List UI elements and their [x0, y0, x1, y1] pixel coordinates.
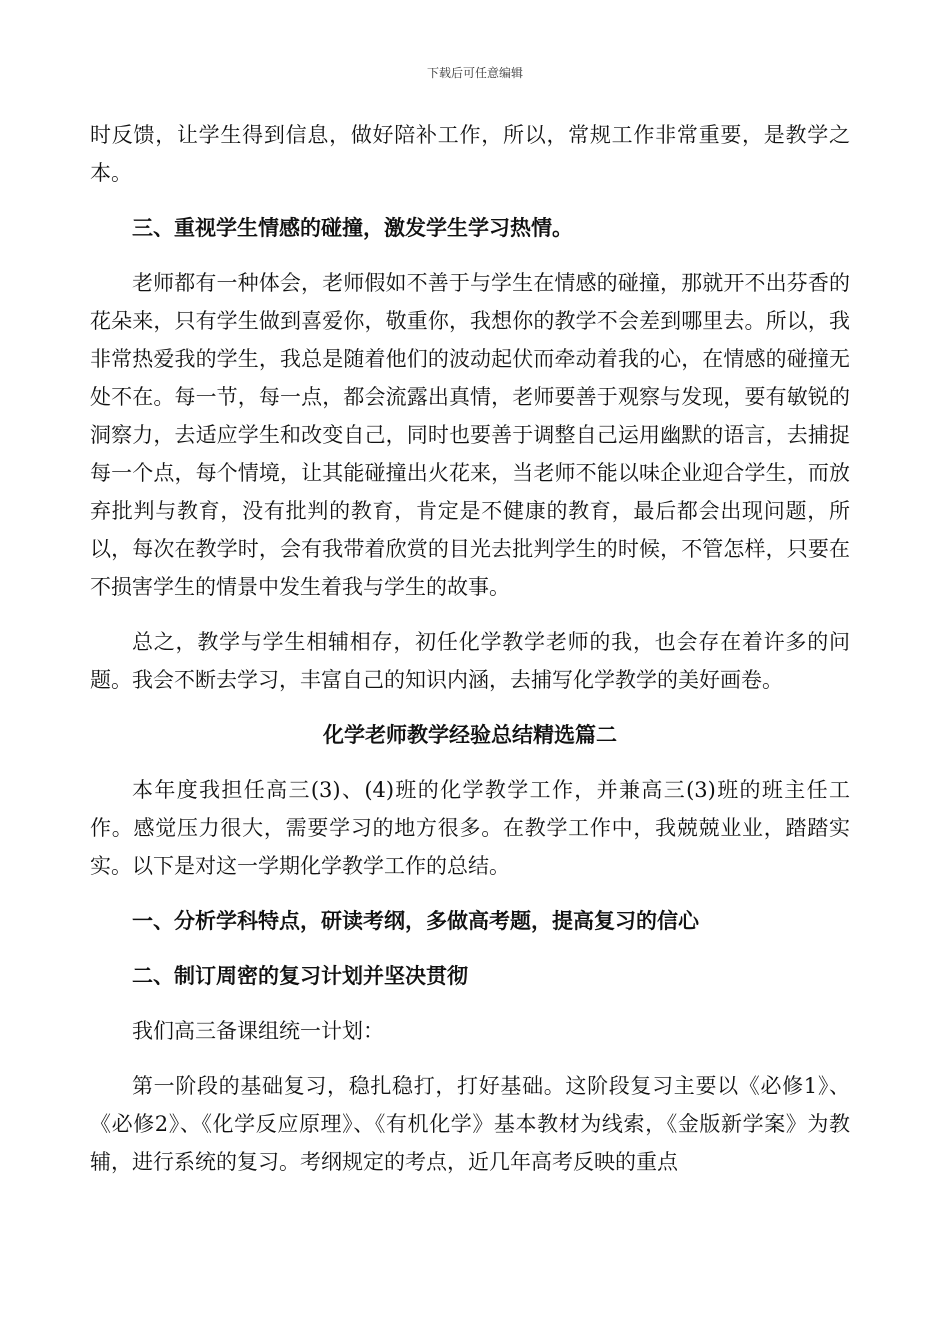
document-body [90, 116, 850, 1181]
section-heading-1: 一、分析学科特点，研读考纲，多做高考题，提高复习的信心 [132, 908, 699, 933]
paragraph-4: 本年度我担任高三(3)、(4)班的化学教学工作，并兼高三(3)班的班主任工作。感觉压力很大，需要学习的地方很多。在教学工作中，我兢兢业业，踏踏实实。以下是对这一学期化学教学工作的总结。 [90, 778, 850, 878]
article-title-2: 化学老师教学经验总结精选篇二 [323, 722, 617, 747]
section-heading-2: 二、制订周密的复习计划并坚决贯彻 [132, 963, 468, 988]
section-heading-3: 三、重视学生情感的碰撞，激发学生学习热情。 [132, 215, 573, 240]
paragraph-3: 总之，教学与学生相辅相存，初任化学教学老师的我，也会存在着许多的问题。我会不断去学习，丰富自己的知识内涵，去捕写化学教学的美好画卷。 [90, 630, 850, 692]
paragraph-1: 时反馈，让学生得到信息，做好陪补工作，所以，常规工作非常重要，是教学之本。 [90, 123, 850, 185]
paragraph-2: 老师都有一种体会，老师假如不善于与学生在情感的碰撞，那就开不出芬香的花朵来，只有学生做到喜爱你，敬重你，我想你的教学不会差到哪里去。所以，我非常热爱我的学生，我总是随着他们的波动起伏而牵动着我的心，在情感的碰撞无处不在。每一节，每一点，都会流露出真情，老师要善于观察与发现，要有敏锐的洞察力，去适应学生和改变自己，同时也要善于调整自己运用幽默的语言，去捕捉每一个点，每个情境，让其能碰撞出火花来，当老师不能以味企业迎合学生，而放弃批判与教育，没有批判的教育，肯定是不健康的教育，最后都会出现问题，所以，每次在教学时，会有我带着欣赏的目光去批判学生的时候，不管怎样，只要在不损害学生的情景中发生着我与学生的故事。 [90, 271, 850, 599]
paragraph-6: 第一阶段的基础复习，稳扎稳打，打好基础。这阶段复习主要以《必修1》、《必修2》、《化学反应原理》、《有机化学》基本教材为线索，《金版新学案》为教辅，进行系统的复习。考纲规定的考点，近几年高考反映的重点 [90, 1074, 850, 1174]
page-header: 下载后可任意编辑 [426, 66, 523, 80]
paragraph-5: 我们高三备课组统一计划： [132, 1019, 384, 1043]
